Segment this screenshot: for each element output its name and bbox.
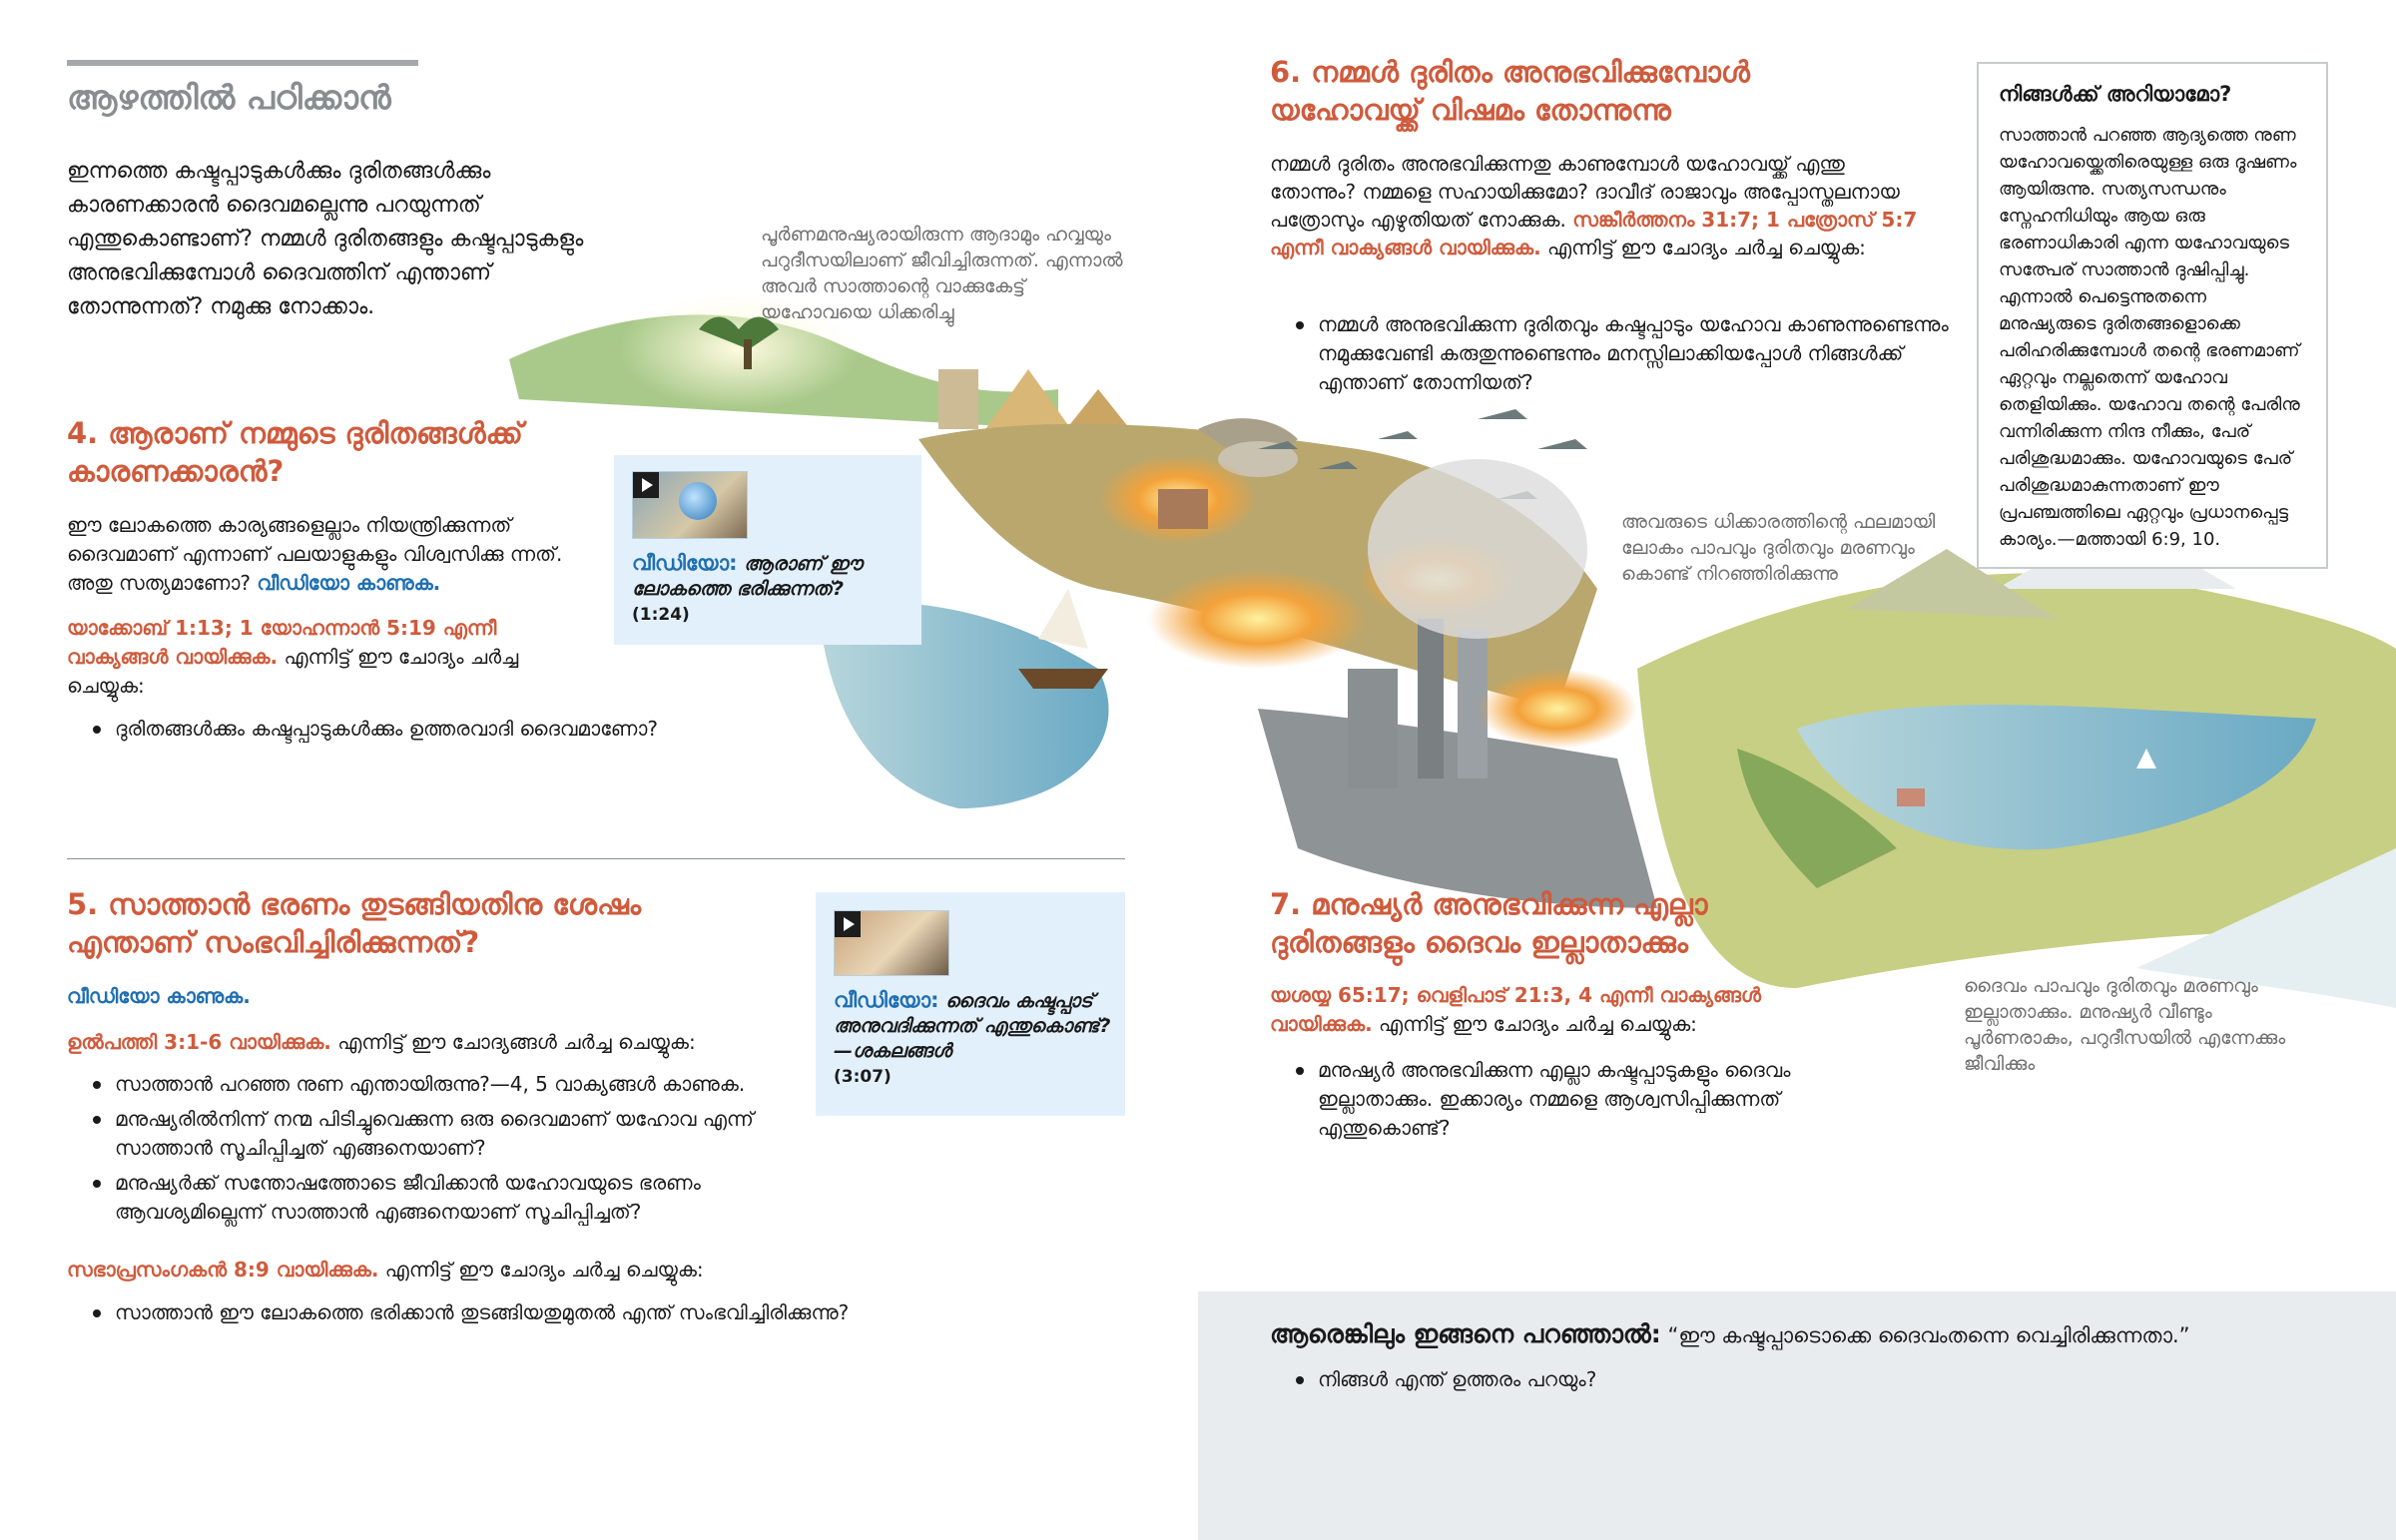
video-thumbnail[interactable] [834,910,949,976]
section4-body-text: ഈ ലോകത്തെ കാര്യങ്ങളെല്ലാം നിയന്ത്രിക്കുന്നത് ദൈവമാണ് എന്നാണ് പലയാളുകളും വിശ്വസിക്കു ന്നത്. അതു സത്യമാണോ? [67,513,563,595]
section4-video-link[interactable]: വീഡിയോ കാണുക. [257,571,441,595]
intro-text: ഇന്നത്തെ കഷ്ടപ്പാടുകൾക്കും ദുരിതങ്ങൾക്കും കാരണക്കാരൻ ദൈവമല്ലെന്നു പറയുന്നത് എന്തുകൊണ്ടാണ്? നമ്മൾ ദുരിതങ്ങളും കഷ്ടപ്പാടുകളും അനുഭവിക്കുമ്പോൾ ദൈവത്തിന് എന്താണ് തോന്നുന്നത്? നമുക്കു നോക്കാം. [67,159,584,319]
section7-questions [1270,1056,1909,1149]
globe-icon [679,482,717,520]
section5-heading: 5. സാത്താൻ ഭരണം തുടങ്ങിയതിനു ശേഷം എന്താണ് സംഭവിച്ചിരിക്കുന്നത്? [67,887,642,959]
list-item: മനുഷ്യർ അനുഭവിക്കുന്ന എല്ലാ കഷ്ടപ്പാടുകളും ദൈവം ഇല്ലാതാക്കും. ഇക്കാര്യം നമ്മളെ ആശ്വസിപ്പിക്കുന്നത് എന്തുകൊണ്ട്? [1270,1056,1909,1143]
section4-scripture-link[interactable]: യാക്കോബ് 1:13; 1 യോഹന്നാൻ 5:19 എന്നീ വാക്യങ്ങൾ വായിക്കുക. [67,616,497,669]
section5-video-box[interactable] [816,892,1125,1116]
section6-heading: 6. നമ്മൾ ദുരിതം അനുഭവിക്കുമ്പോൾ യഹോവയ്ക്ക് വിഷമം തോന്നുന്നു [1270,55,1750,127]
section5-scripture-link-2[interactable]: സഭാപ്രസംഗകൻ 8:9 വായിക്കുക. [67,1258,379,1282]
did-you-know-box [1977,62,2328,569]
section4-body [67,511,566,598]
section5-read-tail: എന്നിട്ട് ഈ ചോദ്യങ്ങൾ ചർച്ച ചെയ്യുക: [337,1030,696,1054]
list-item: സാത്താൻ പറഞ്ഞ നുണ എന്തായിരുന്നു?—4, 5 വാക്യങ്ങൾ കാണുക. [67,1070,806,1099]
section6-scripture-link[interactable]: സങ്കീർത്തനം 31:7; 1 പത്രോസ് 5:7 എന്നീ വാക്യങ്ങൾ വായിക്കുക. [1270,208,1918,259]
section-divider [67,858,1125,859]
list-item: സാത്താൻ ഈ ലോകത്തെ ഭരിക്കാൻ തുടങ്ങിയതുമുതൽ എന്ത് സംഭവിച്ചിരിക്കുന്നു? [67,1298,965,1327]
video-label: വീഡിയോ: [632,551,738,575]
section5-read [67,1028,826,1057]
play-icon[interactable] [633,472,659,498]
section7-scripture-link[interactable]: യശയ്യ 65:17; വെളിപാട് 21:3, 4 എന്നീ വാക്യങ്ങൾ വായിക്കുക. [1270,983,1762,1036]
section5-questions [67,1070,806,1233]
section6-read-tail: എന്നിട്ട് ഈ ചോദ്യം ചർച്ച ചെയ്യുക: [1547,236,1866,259]
video-title-text[interactable]: ദൈവം കഷ്ടപ്പാട് അനുവദിക്കുന്നത് എന്തുകൊണ്ട്?—ശകലങ്ങൾ [834,990,1111,1062]
list-item: ദുരിതങ്ങൾക്കും കഷ്ടപ്പാടുകൾക്കും ഉത്തരവാദി ദൈവമാണോ? [67,715,766,744]
section4-heading: 4. ആരാണ് നമ്മുടെ ദുരിതങ്ങൾക്ക് കാരണക്കാരൻ? [67,416,523,488]
section6-body-text: നമ്മൾ ദുരിതം അനുഭവിക്കുന്നതു കാണുമ്പോൾ യഹോവയ്ക്ക് എന്തു തോന്നും? നമ്മളെ സഹായിക്കുമോ? ദാവീദ് രാജാവും അപ്പോസ്തലനായ പത്രോസും എഴുതിയത് നോക്കുക. [1270,152,1900,232]
section5-read2 [67,1256,826,1284]
section7-read-tail: എന്നിട്ട് ഈ ചോദ്യം ചർച്ച ചെയ്യുക: [1379,1012,1697,1036]
someone-says-box [1198,1291,2396,1540]
play-icon[interactable] [835,911,861,937]
caption-future: ദൈവം പാപവും ദുരിതവും മരണവും ഇല്ലാതാക്കും. മനുഷ്യർ വീണ്ടും പൂർണരാകും, പറുദീസയിൽ എന്നേക്കും ജീവിക്കും [1964,975,2286,1075]
video-label: വീഡിയോ: [834,988,939,1012]
section4-video-box[interactable] [614,455,921,645]
list-item: മനുഷ്യരിൽനിന്ന് നന്മ പിടിച്ചുവെക്കുന്ന ഒരു ദൈവമാണ് യഹോവ എന്ന് സാത്താൻ സൂചിപ്പിച്ചത് എങ്ങനെയാണ്? [67,1105,806,1163]
section4-video-title [632,551,911,602]
section5-video-title [834,988,1113,1064]
list-item: നിങ്ങൾ എന്ത് ഉത്തരം പറയും? [1270,1365,2168,1394]
section6-body [1270,150,1929,261]
did-you-know-title: നിങ്ങൾക്ക് അറിയാമോ? [1999,82,2232,106]
video-duration: (1:24) [632,605,690,625]
section5-read-tail-2: എന്നിട്ട് ഈ ചോദ്യം ചർച്ച ചെയ്യുക: [384,1258,704,1282]
section5-questions-2 [67,1298,965,1333]
section5-scripture-link[interactable]: ഉൽപത്തി 3:1-6 വായിക്കുക. [67,1030,331,1054]
someone-says-questions [1270,1365,2168,1400]
section6-questions [1270,310,1949,403]
someone-says-line [1270,1317,2368,1352]
someone-says-quote: “ഈ കഷ്ടപ്പാടൊക്കെ ദൈവംതന്നെ വെച്ചിരിക്കുന്നതാ.” [1667,1323,2190,1347]
video-title-text[interactable]: ആരാണ് ഈ ലോകത്തെ ഭരിക്കുന്നത്? [632,553,863,600]
list-item: നമ്മൾ അനുഭവിക്കുന്ന ദുരിതവും കഷ്ടപ്പാടും യഹോവ കാണുന്നുണ്ടെന്നും നമുക്കുവേണ്ടി കരുതുന്നുണ്ടെന്നും മനസ്സിലാക്കിയപ്പോൾ നിങ്ങൾക്ക് എന്താണ് തോന്നിയത്? [1270,310,1949,397]
list-item: മനുഷ്യർക്ക് സന്തോഷത്തോടെ ജീവിക്കാൻ യഹോവയുടെ ഭരണം ആവശ്യമില്ലെന്ന് സാത്താൻ എങ്ങനെയാണ് സൂചിപ്പിച്ചത്? [67,1169,806,1227]
caption-result: അവരുടെ ധിക്കാരത്തിന്റെ ഫലമായി ലോകം പാപവും ദുരിതവും മരണവും കൊണ്ട് നിറഞ്ഞിരിക്കുന്നു [1621,511,1936,585]
someone-says-lead: ആരെങ്കിലും ഇങ്ങനെ പറഞ്ഞാൽ: [1270,1319,1661,1348]
caption-eden: പൂർണമനുഷ്യരായിരുന്ന ആദാമും ഹവ്വയും പറുദീസയിലാണ് ജീവിച്ചിരുന്നത്. എന്നാൽ അവർ സാത്താന്റെ വാക്കുകേട്ട് യഹോവയെ ധിക്കരിച്ചു [761,224,1123,323]
section4-read [67,614,566,701]
header-rule [67,60,418,66]
did-you-know-body: സാത്താൻ പറഞ്ഞ ആദ്യത്തെ നുണ യഹോവയ്ക്കെതിരെയുള്ള ഒരു ദൂഷണം ആയിരുന്നു. സത്യസന്ധനും സ്നേഹനിധിയും ആയ ഒരു ഭരണാധികാരി എന്ന യഹോവയുടെ സത്പേര് സാത്താൻ ദുഷിപ്പിച്ചു. എന്നാൽ പെട്ടെന്നുതന്നെ മനുഷ്യരുടെ ദുരിതങ്ങളൊക്കെ പരിഹരിക്കുമ്പോൾ തന്റെ ഭരണമാണ് ഏറ്റവും നല്ലതെന്ന് യഹോവ തെളിയിക്കും. യഹോവ തന്റെ പേരിനു വന്നിരിക്കുന്ന നിന്ദ നീക്കും, പേര് പരിശുദ്ധമാക്കും. യഹോവയുടെ പേര് പരിശുദ്ധമാകുന്നതാണ് ഈ പ്രപഞ്ചത്തിലെ ഏറ്റവും പ്രധാനപ്പെട്ട കാര്യം.—മത്തായി 6:9, 10. [1999,125,2300,550]
page-title: ആഴത്തിൽ പഠിക്കാൻ [67,78,391,117]
section7-read [1270,981,1829,1039]
section5-video-link[interactable]: വീഡിയോ കാണുക. [67,984,251,1008]
video-thumbnail[interactable] [632,471,748,539]
section4-questions [67,715,766,750]
video-duration: (3:07) [834,1067,892,1087]
section4-read-tail: എന്നിട്ട് ഈ ചോദ്യം ചർച്ച ചെയ്യുക: [67,645,519,698]
section7-heading: 7. മനുഷ്യർ അനുഭവിക്കുന്ന എല്ലാ ദുരിതങ്ങളും ദൈവം ഇല്ലാതാക്കും [1270,887,1708,959]
